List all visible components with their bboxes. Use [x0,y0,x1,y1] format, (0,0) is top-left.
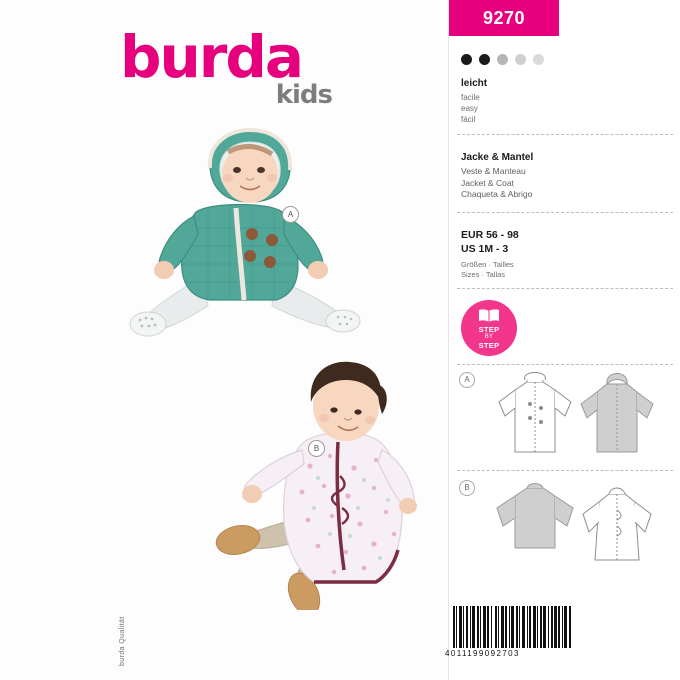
divider-5 [457,470,673,471]
difficulty-label-en: easy [461,104,478,113]
photo-view-b [198,358,448,610]
difficulty-label-de: leicht [461,78,488,89]
step-badge-line3: STEP [478,341,500,350]
divider-2 [457,212,673,213]
photo-marker-b: B [308,440,325,457]
size-eur: EUR 56 - 98 [461,229,519,241]
garment-title-block [461,152,661,201]
tech-drawing-b-illustration [481,476,671,570]
barcode-number: 4011199092703 [445,649,520,658]
tech-drawing-view-b [459,476,673,572]
difficulty-label-fr: facile [461,93,480,102]
difficulty-dot-5 [533,54,544,65]
barcode-block [441,606,621,658]
photo-view-b-illustration [198,358,448,610]
garment-title-de: Jacke & Mantel [461,152,534,163]
tech-marker-a: A [459,372,475,388]
pattern-number: 9270 [449,0,559,36]
garment-title-en: Jacket & Coat [461,177,514,188]
tech-marker-b: B [459,480,475,496]
difficulty-dot-3 [497,54,508,65]
tech-drawing-view-a [459,368,673,464]
difficulty-dot-2 [479,54,490,65]
difficulty-block [461,78,661,125]
tech-drawing-a-illustration [481,368,671,462]
size-us: US 1M - 3 [461,243,509,255]
brand-subline: kids [275,80,332,110]
size-caption-en: Sizes · Tallas [461,270,506,279]
photo-marker-a: A [282,206,299,223]
difficulty-label-es: fácil [461,115,476,124]
step-badge-line1: STEP [478,325,500,334]
difficulty-dots [461,54,544,65]
garment-title-fr: Veste & Manteau [461,166,526,176]
brand-name: burda [120,23,303,91]
size-block [461,228,661,280]
barcode [441,606,621,648]
brand-logo [120,23,360,110]
photo-view-a [124,128,374,358]
difficulty-dot-4 [515,54,526,65]
step-badge-line2: BY [484,334,494,340]
difficulty-dot-1 [461,54,472,65]
garment-title-es: Chaqueta & Abrigo [461,189,533,199]
divider-3 [457,288,673,289]
divider-4 [457,364,673,365]
info-column [445,0,680,680]
divider-1 [457,134,673,135]
step-by-step-badge [461,300,517,356]
book-icon [478,309,500,323]
photo-view-a-illustration [124,128,374,358]
size-caption-de: Größen · Tailles [461,260,514,269]
quality-caption: burda Qualität [119,616,126,666]
